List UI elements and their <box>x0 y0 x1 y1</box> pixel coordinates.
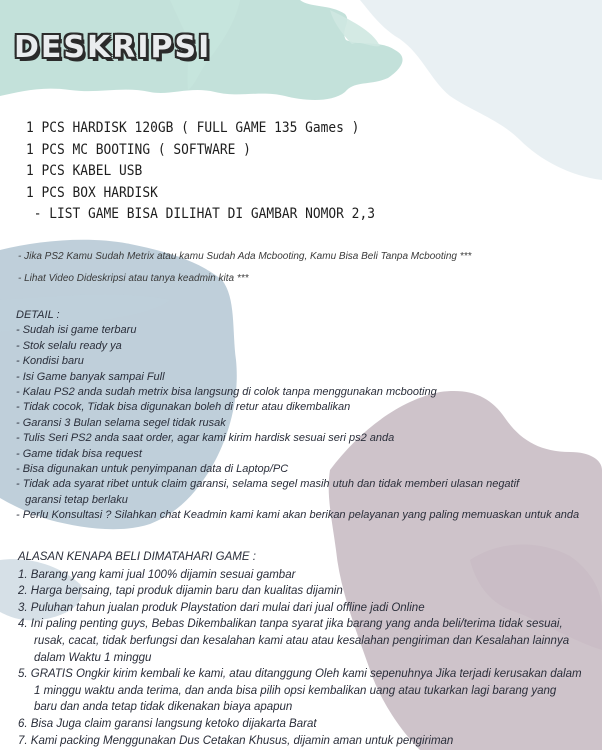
reasons-section <box>18 549 582 749</box>
detail-item: - Tulis Seri PS2 anda saat order, agar kami kirim hardisk sesuai seri ps2 anda <box>16 432 395 445</box>
reason-line: 5. GRATIS Ongkir kirim kembali ke kami, atau ditanggung Oleh kami sepenuhnya Jika terjadi kerusakan dalam <box>18 668 582 681</box>
detail-item: - Sudah isi game terbaru <box>16 324 137 337</box>
detail-heading: DETAIL : <box>16 309 60 321</box>
detail-item: - Kalau PS2 anda sudah metrix bisa langsung di colok tanpa menggunakan mcbooting <box>16 386 437 399</box>
package-contents-list <box>26 118 405 226</box>
package-item: 1 PCS KABEL USB <box>26 163 143 179</box>
detail-item: - Kondisi baru <box>16 355 84 368</box>
package-item: 1 PCS HARDISK 120GB ( FULL GAME 135 Games ) <box>26 120 360 136</box>
detail-item: - Perlu Konsultasi ? Silahkan chat Keadmin kami kami akan berikan pelayanan yang paling memuaskan untuk anda <box>16 509 580 522</box>
notes-list <box>18 246 471 290</box>
reason-line: 2. Harga bersaing, tapi produk dijamin baru dan kualitas dijamin <box>18 585 343 598</box>
reason-line-continuation: baru dan anda tetap tidak dikenakan biaya apapun <box>34 701 293 714</box>
note-line: - Lihat Video Dideskripsi atau tanya keadmin kita *** <box>18 273 249 284</box>
package-item: 1 PCS BOX HARDISK <box>26 184 158 201</box>
detail-item: - Tidak ada syarat ribet untuk claim garansi, selama segel masih utuh dan tidak memberi ulasan negatif <box>16 478 520 491</box>
package-item: - LIST GAME BISA DILIHAT DI GAMBAR NOMOR 2,3 <box>26 206 375 222</box>
reason-line: 1. Barang yang kami jual 100% dijamin sesuai gambar <box>18 568 296 581</box>
reason-line: 3. Puluhan tahun jualan produk Playstation dari mulai dari jual offline jadi Online <box>18 601 425 614</box>
note-line: - Jika PS2 Kamu Sudah Metrix atau kamu Sudah Ada Mcbooting, Kamu Bisa Beli Tanpa Mcbooting *** <box>18 251 472 262</box>
reason-line: 6. Bisa Juga claim garansi langsung ketoko dijakarta Barat <box>18 717 317 730</box>
detail-item: - Bisa digunakan untuk penyimpanan data di Laptop/PC <box>16 463 289 476</box>
reasons-heading: ALASAN KENAPA BELI DIMATAHARI GAME : <box>18 551 256 563</box>
reason-line: 7. Kami packing Menggunakan Dus Cetakan Khusus, dijamin aman untuk pengiriman <box>18 734 454 747</box>
page-title: DESKRIPSI <box>14 30 212 65</box>
detail-item-continuation: garansi tetap berlaku <box>16 493 128 506</box>
reason-line-continuation: dalam Waktu 1 minggu <box>34 651 152 664</box>
reason-line-continuation: rusak, cacat, tidak berfungsi dan kesalahan kami atau atau kesalahan pengiriman dan Kesalahan lainnya <box>34 634 570 647</box>
reason-line-continuation: 1 minggu waktu anda terima, dan anda bisa pilih opsi kembalikan uang atau tukarkan lagi barang yang <box>34 684 557 697</box>
detail-item: - Garansi 3 Bulan selama segel tidak rusak <box>16 416 226 429</box>
reason-line: 4. Ini paling penting guys, Bebas Dikembalikan tanpa syarat jika barang yang anda beli/terima tidak sesuai, <box>18 618 563 631</box>
detail-section <box>16 308 579 524</box>
detail-item: - Stok selalu ready ya <box>16 339 122 352</box>
detail-item: - Tidak cocok, Tidak bisa digunakan boleh di retur atau dikembalikan <box>16 401 351 414</box>
package-item: 1 PCS MC BOOTING ( SOFTWARE ) <box>26 141 251 158</box>
detail-item: - Game tidak bisa request <box>16 447 142 460</box>
detail-item: - Isi Game banyak sampai Full <box>16 370 165 383</box>
